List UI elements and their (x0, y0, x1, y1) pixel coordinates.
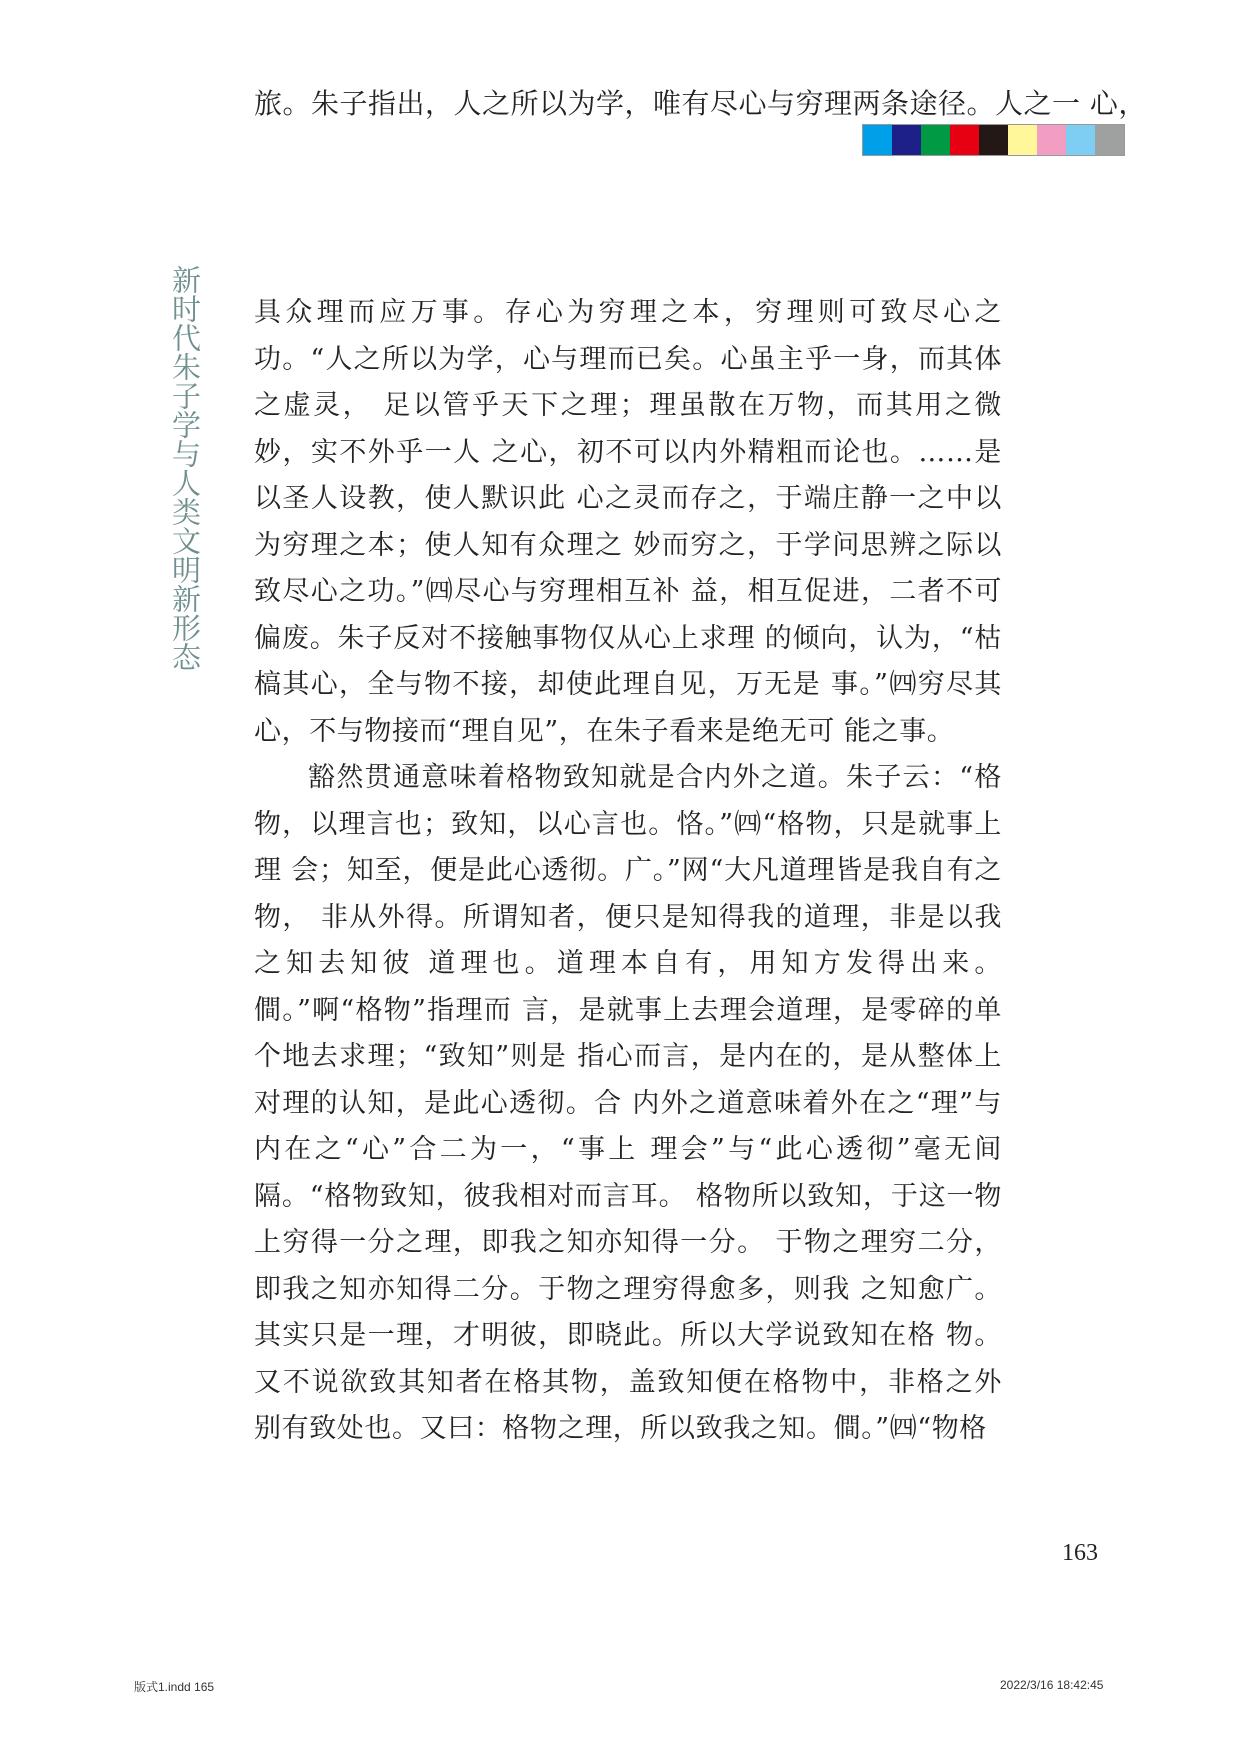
running-book-title: 新时代朱子学与人类文明新形态 (168, 265, 202, 671)
slug-filename: 版式1.indd 165 (134, 1680, 215, 1694)
body-paragraph: 具众理而应万事。存心为穷理之本，穷理则可致尽心之功。“人之所以为学，心与理而已矣。心虽主乎一身，而其体之虚灵， 足以管乎天下之理；理虽散在万物，而其用之微妙，实不外乎一人 之心，初不可以内外精粗而论也。……是以圣人设教，使人默识此 心之灵而存之，于端庄静一之中以为穷理之本；使人知有众理之 妙而穷之，于学问思辨之际以致尽心之功。”㈣尽心与穷理相互补 益，相互促进，二者不可偏废。朱子反对不接触事物仅从心上求理 的倾向，认为，“枯槁其心，全与物不接，却使此理自见，万无是 事。”㈣穷尽其心，不与物接而“理自见”，在朱子看来是绝无可 能之事。 (254, 297, 1002, 747)
color-swatch (1066, 125, 1095, 155)
color-swatch (892, 125, 921, 155)
color-swatch (921, 125, 950, 155)
color-swatch (1008, 125, 1037, 155)
print-color-bar (862, 124, 1125, 156)
continued-line: 旅。朱子指出，人之所以为学，唯有尽心与穷理两条途径。人之一 心， (254, 87, 1147, 120)
color-swatch (1095, 125, 1124, 155)
color-swatch (1037, 125, 1066, 155)
slug-timestamp: 2022/3/16 18:42:45 (1000, 1678, 1104, 1692)
body-text (254, 290, 1002, 1453)
color-swatch (863, 125, 892, 155)
color-swatch (950, 125, 979, 155)
body-paragraph: 豁然贯通意味着格物致知就是合内外之道。朱子云：“格 物，以理言也；致知，以心言也。恪。”㈣“格物，只是就事上理 会；知至，便是此心透彻。广。”网“大凡道理皆是我自有之物， 非从外得。所谓知者，便只是知得我的道理，非是以我之知去知彼 道理也。道理本自有，用知方发得出来。僴。”啊“格物”指理而 言，是就事上去理会道理，是零碎的单个地去求理；“致知”则是 指心而言，是内在的，是从整体上对理的认知，是此心透彻。合 内外之道意味着外在之“理”与内在之“心”合二为一，“事上 理会”与“此心透彻”毫无间隔。“格物致知，彼我相对而言耳。 格物所以致知，于这一物上穷得一分之理，即我之知亦知得一分。 于物之理穷二分，即我之知亦知得二分。于物之理穷得愈多，则我 之知愈广。其实只是一理，才明彼，即晓此。所以大学说致知在格 物。又不说欲致其知者在格其物，盖致知便在格物中，非格之外 别有致处也。又曰：格物之理，所以致我之知。僴。”㈣“物格 (254, 762, 1002, 1444)
color-swatch (979, 125, 1008, 155)
page-number: 163 (1062, 1540, 1098, 1566)
